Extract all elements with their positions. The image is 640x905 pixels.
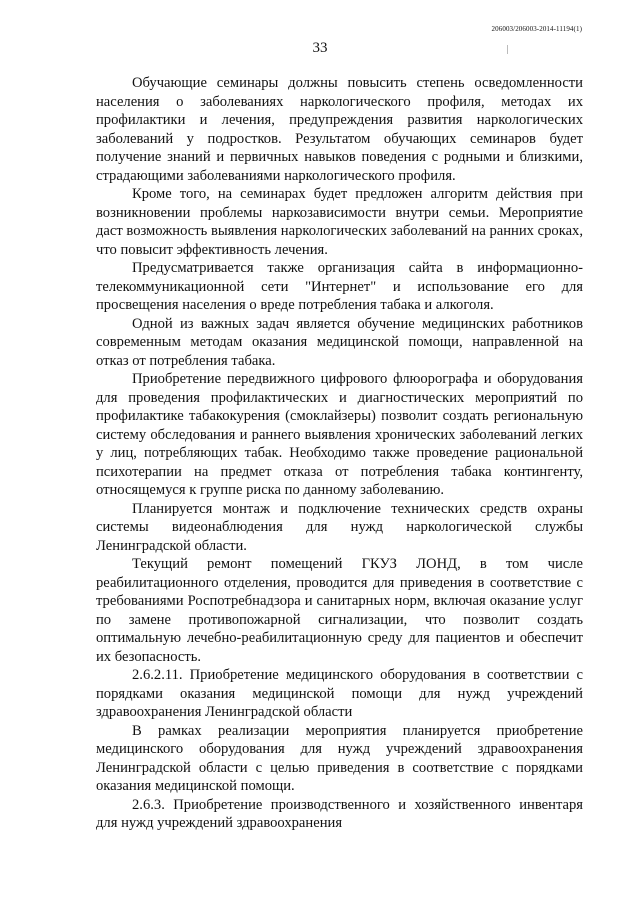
paragraph-website: Предусматривается также организация сайта в информационно-телекоммуникационной сети "Интернет" и использование его для просвещения населения о вреде потребления табака и алкоголя.: [96, 260, 583, 313]
paragraph-equipment: В рамках реализации мероприятия планируется приобретение медицинского оборудования для нужд учреждений здравоохранения Ленинградской области с целью приведения в соответствие с порядками оказания медицинской помощи.: [96, 722, 583, 794]
paragraph-fluorograph: Приобретение передвижного цифрового флюорографа и оборудования для проведения профилактических и диагностических мероприятий по профилактике табакокурения (смоклайзеры) позволит создать региональную систему обследования и раннего выявления хронических заболеваний легких у лиц, потребляющих табак. Необходимо также проведение рациональной психотерапии на предмет отказа от потребления табака контингенту, относящемуся к группе риска по данному заболеванию.: [96, 371, 583, 498]
paragraph-seminars: Обучающие семинары должны повысить степень осведомленности населения о заболеваниях наркологического профиля, методах их профилактики и лечения, предупреждения развития наркологических заболеваний у подростков. Результатом обучающих семинаров будет получение знаний и первичных навыков поведения с родными и близкими, страдающими заболеваниями наркологического профиля.: [96, 75, 583, 184]
paragraph-video-surveillance: Планируется монтаж и подключение технических средств охраны системы видеонаблюдения для нужд наркологической службы Ленинградской области.: [96, 500, 583, 554]
document-id: 206003/206003-2014-11194(1): [491, 25, 582, 33]
paragraph-algorithm: Кроме того, на семинарах будет предложен алгоритм действия при возникновении проблемы наркозависимости внутри семьи. Мероприятие даст возможность выявления наркологических заболеваний на ранних сроках, что повысит эффективность лечения.: [96, 186, 583, 258]
paragraph-repair: Текущий ремонт помещений ГКУЗ ЛОНД, в том числе реабилитационного отделения, проводится для приведения в соответствие с требованиями Роспотребнадзора и санитарных норм, включая оказание услуг по замене противопожарной сигнализации, что позволит создать оптимальную лечебно-реабилитационную среду для пациентов и обеспечит их безопасность.: [96, 556, 583, 665]
document-body: [96, 74, 583, 833]
paragraph-section-2-6-2-11: 2.6.2.11. Приобретение медицинского оборудования в соответствии с порядками оказания медицинской помощи для нужд учреждений здравоохранения Ленинградской области: [96, 667, 583, 720]
page-number: 33: [312, 40, 328, 56]
paragraph-training: Одной из важных задач является обучение медицинских работников современным методам оказания медицинской помощи, направленной на отказ от потребления табака.: [96, 315, 583, 369]
paragraph-section-2-6-3: 2.6.3. Приобретение производственного и хозяйственного инвентаря для нужд учреждений здравоохранения: [96, 796, 583, 831]
